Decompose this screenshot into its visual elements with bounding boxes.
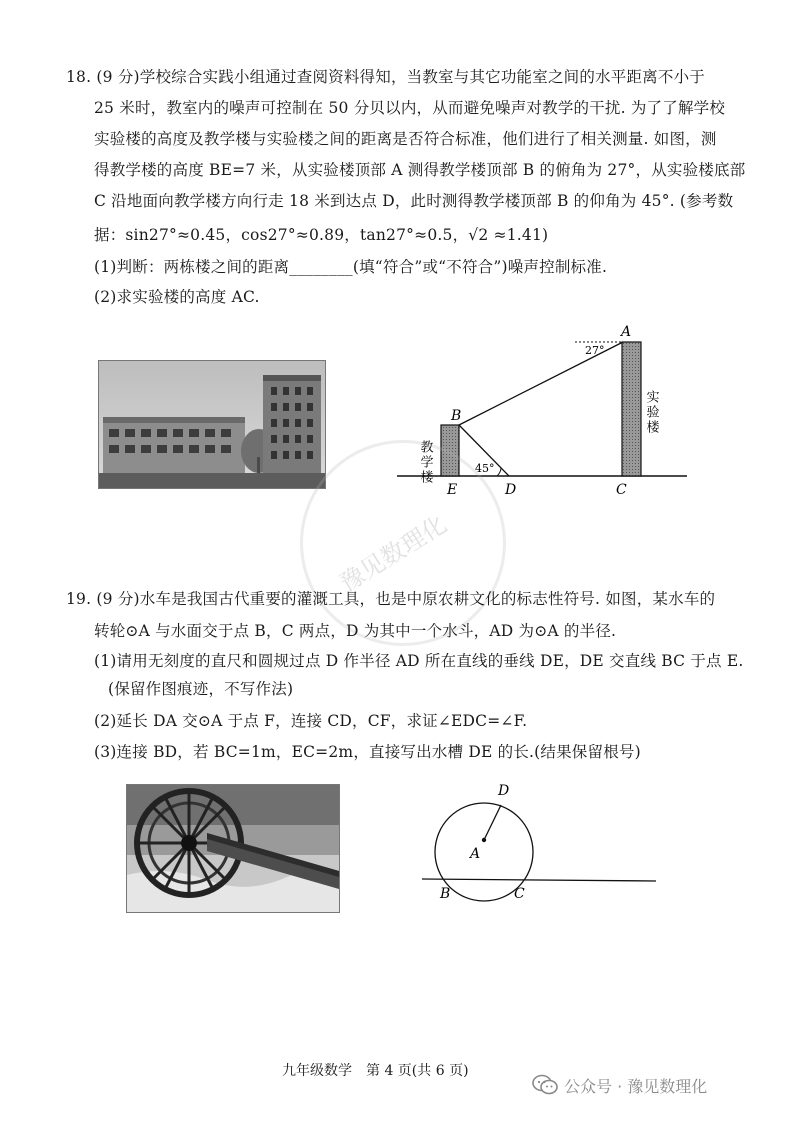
water-wheel-photo bbox=[126, 784, 340, 913]
circle-label-C: C bbox=[514, 886, 525, 902]
label-teaching-building: 教学楼 bbox=[417, 440, 433, 485]
page-footer: 九年级数学 第 4 页(共 6 页) bbox=[282, 1063, 469, 1079]
q19-line-1: 19. (9 分)水车是我国古代重要的灌溉工具，也是中原农耕文化的标志性符号. 如图，某水车的 bbox=[66, 590, 716, 608]
q19-part-2: (2)延长 DA 交⊙A 于点 F，连接 CD，CF，求证∠EDC=∠F. bbox=[94, 712, 528, 730]
q18-line-2: 25 米时，教室内的噪声可控制在 50 分贝以内，从而避免噪声对教学的干扰. 为了了解学校 bbox=[94, 99, 726, 117]
q18-line-4: 得教学楼的高度 BE=7 米，从实验楼顶部 A 测得教学楼顶部 B 的俯角为 27°，从实验楼底部 bbox=[94, 161, 746, 179]
q19-line-2: 转轮⊙A 与水面交于点 B，C 两点，D 为其中一个水斗，AD 为⊙A 的半径. bbox=[94, 622, 617, 640]
q19-part-3: (3)连接 BD，若 BC=1m，EC=2m，直接写出水槽 DE 的长.(结果保留根号) bbox=[94, 743, 641, 761]
label-B: B bbox=[451, 408, 462, 424]
angle-45: 45° bbox=[475, 462, 495, 475]
circle-label-B: B bbox=[440, 886, 451, 902]
wechat-icon bbox=[532, 1074, 558, 1096]
water-line bbox=[422, 879, 656, 881]
label-lab-building: 实验楼 bbox=[643, 390, 659, 435]
building-photo bbox=[98, 360, 326, 489]
label-A: A bbox=[621, 324, 632, 340]
q18-line-3: 实验楼的高度及教学楼与实验楼之间的距离是否符合标准，他们进行了相关测量. 如图，测 bbox=[94, 130, 717, 148]
circle-label-A: A bbox=[470, 846, 481, 862]
watermark-stamp-text: 豫见数理化 bbox=[334, 510, 452, 598]
point-A bbox=[482, 838, 486, 842]
circle-label-D: D bbox=[498, 783, 510, 799]
lab-building bbox=[622, 342, 641, 476]
q19-part-1: (1)请用无刻度的直尺和圆规过点 D 作半径 AD 所在直线的垂线 DE，DE 交直线 BC 于点 E. bbox=[94, 652, 744, 670]
wechat-account-name: 公众号 · 豫见数理化 bbox=[564, 1077, 708, 1096]
q18-part-2: (2)求实验楼的高度 AC. bbox=[94, 288, 260, 306]
q19-part-1-note: (保留作图痕迹，不写作法) bbox=[108, 680, 294, 698]
q18-line-1: 18. (9 分)学校综合实践小组通过查阅资料得知，当教室与其它功能室之间的水平距离不小于 bbox=[66, 68, 705, 86]
q18-line-5: C 沿地面向教学楼方向行走 18 米到达点 D，此时测得教学楼顶部 B 的仰角为 45°. (参考数 bbox=[94, 192, 734, 210]
q18-part-1: (1)判断：两栋楼之间的距离________(填“符合”或“不符合”)噪声控制标准. bbox=[94, 258, 608, 276]
q19-diagram bbox=[418, 778, 663, 906]
label-C: C bbox=[616, 482, 627, 498]
label-D: D bbox=[505, 482, 517, 498]
angle-27: 27° bbox=[585, 344, 605, 357]
label-E: E bbox=[447, 482, 458, 498]
radius-AD bbox=[484, 805, 501, 840]
q18-line-6: 据：sin27°≈0.45，cos27°≈0.89，tan27°≈0.5，√2 ≈1.41) bbox=[94, 226, 549, 244]
